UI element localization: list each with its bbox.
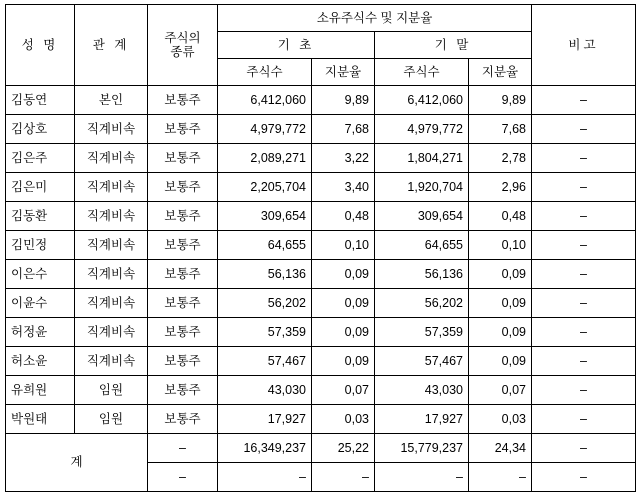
cell-end-shares: 1,920,704 — [375, 173, 469, 202]
cell-name: 김동환 — [6, 202, 75, 231]
cell-stock-type: 보통주 — [148, 144, 218, 173]
cell-note: – — [532, 376, 636, 405]
column-header-period-end: 기 말 — [375, 32, 532, 59]
table-row — [6, 86, 636, 115]
cell-end-ratio: 0,09 — [469, 347, 532, 376]
cell-name: 김상호 — [6, 115, 75, 144]
cell-begin-shares: 43,030 — [218, 376, 312, 405]
cell-relation: 직계비속 — [75, 260, 148, 289]
column-header-relation: 관 계 — [75, 5, 148, 86]
cell-stock-type: 보통주 — [148, 405, 218, 434]
column-header-begin-shares: 주식수 — [218, 59, 312, 86]
cell-end-shares: 1,804,271 — [375, 144, 469, 173]
cell-begin-ratio: 0,09 — [312, 347, 375, 376]
table-body — [6, 86, 636, 492]
cell-name: 김은주 — [6, 144, 75, 173]
cell-relation: 본인 — [75, 86, 148, 115]
cell-stock-type: 보통주 — [148, 347, 218, 376]
cell-name: 박원태 — [6, 405, 75, 434]
cell-end-shares: 6,412,060 — [375, 86, 469, 115]
cell-end-shares: 64,655 — [375, 231, 469, 260]
cell-begin-shares: 57,467 — [218, 347, 312, 376]
cell-end-ratio: 0,09 — [469, 289, 532, 318]
cell-end-shares: 57,359 — [375, 318, 469, 347]
total-note: – — [532, 434, 636, 463]
total-end-shares: 15,779,237 — [375, 434, 469, 463]
cell-relation: 직계비속 — [75, 289, 148, 318]
cell-relation: 직계비속 — [75, 202, 148, 231]
total-end-ratio: 24,34 — [469, 434, 532, 463]
cell-end-ratio: 2,78 — [469, 144, 532, 173]
table-row — [6, 260, 636, 289]
cell-begin-shares: 309,654 — [218, 202, 312, 231]
column-header-end-ratio: 지분율 — [469, 59, 532, 86]
column-header-ownership-group: 소유주식수 및 지분율 — [218, 5, 532, 32]
cell-note: – — [532, 347, 636, 376]
cell-stock-type: 보통주 — [148, 115, 218, 144]
cell-stock-type: 보통주 — [148, 202, 218, 231]
cell-end-shares: 56,136 — [375, 260, 469, 289]
cell-begin-ratio: 0,09 — [312, 260, 375, 289]
cell-end-ratio: 0,03 — [469, 405, 532, 434]
cell-begin-ratio: 0,09 — [312, 318, 375, 347]
table-row — [6, 173, 636, 202]
header-row-1 — [6, 5, 636, 32]
total-row — [6, 434, 636, 463]
shareholder-table — [5, 4, 636, 492]
cell-begin-shares: 17,927 — [218, 405, 312, 434]
cell-note: – — [532, 144, 636, 173]
cell-end-ratio: 0,48 — [469, 202, 532, 231]
cell-end-shares: 17,927 — [375, 405, 469, 434]
cell-end-shares: 56,202 — [375, 289, 469, 318]
cell-note: – — [532, 202, 636, 231]
cell-end-ratio: 9,89 — [469, 86, 532, 115]
cell-relation: 직계비속 — [75, 173, 148, 202]
cell-note: – — [532, 86, 636, 115]
cell-relation: 직계비속 — [75, 347, 148, 376]
cell-relation: 직계비속 — [75, 115, 148, 144]
table-header — [6, 5, 636, 86]
cell-end-ratio: 0,07 — [469, 376, 532, 405]
total-begin-shares: – — [218, 463, 312, 492]
cell-begin-shares: 6,412,060 — [218, 86, 312, 115]
cell-stock-type: 보통주 — [148, 318, 218, 347]
column-header-note: 비고 — [532, 5, 636, 86]
cell-stock-type: 보통주 — [148, 376, 218, 405]
total-stock-type: – — [148, 434, 218, 463]
cell-begin-ratio: 3,22 — [312, 144, 375, 173]
cell-begin-ratio: 3,40 — [312, 173, 375, 202]
total-begin-shares: 16,349,237 — [218, 434, 312, 463]
column-header-period-start: 기 초 — [218, 32, 375, 59]
cell-begin-shares: 56,136 — [218, 260, 312, 289]
cell-end-shares: 43,030 — [375, 376, 469, 405]
cell-relation: 직계비속 — [75, 318, 148, 347]
table-row — [6, 405, 636, 434]
cell-begin-ratio: 0,03 — [312, 405, 375, 434]
table-row — [6, 289, 636, 318]
cell-begin-shares: 4,979,772 — [218, 115, 312, 144]
cell-note: – — [532, 260, 636, 289]
cell-name: 이은수 — [6, 260, 75, 289]
cell-name: 유희원 — [6, 376, 75, 405]
table-row — [6, 144, 636, 173]
stock-type-line-2: 종류 — [170, 45, 195, 59]
total-begin-ratio: – — [312, 463, 375, 492]
cell-relation: 임원 — [75, 376, 148, 405]
cell-note: – — [532, 173, 636, 202]
cell-stock-type: 보통주 — [148, 289, 218, 318]
table-row — [6, 115, 636, 144]
cell-end-ratio: 0,09 — [469, 260, 532, 289]
cell-begin-shares: 56,202 — [218, 289, 312, 318]
column-header-stock-type — [148, 5, 218, 86]
cell-end-ratio: 2,96 — [469, 173, 532, 202]
column-header-begin-ratio: 지분율 — [312, 59, 375, 86]
cell-name: 허소윤 — [6, 347, 75, 376]
cell-begin-ratio: 7,68 — [312, 115, 375, 144]
total-end-shares: – — [375, 463, 469, 492]
cell-note: – — [532, 115, 636, 144]
total-begin-ratio: 25,22 — [312, 434, 375, 463]
stock-type-line-1: 주식의 — [164, 30, 201, 45]
table-row — [6, 376, 636, 405]
cell-begin-ratio: 0,48 — [312, 202, 375, 231]
cell-end-shares: 4,979,772 — [375, 115, 469, 144]
cell-end-shares: 309,654 — [375, 202, 469, 231]
cell-begin-ratio: 0,07 — [312, 376, 375, 405]
column-header-name: 성 명 — [6, 5, 75, 86]
total-end-ratio: – — [469, 463, 532, 492]
cell-begin-ratio: 0,10 — [312, 231, 375, 260]
cell-stock-type: 보통주 — [148, 173, 218, 202]
cell-note: – — [532, 289, 636, 318]
cell-note: – — [532, 231, 636, 260]
cell-note: – — [532, 318, 636, 347]
cell-name: 김동연 — [6, 86, 75, 115]
cell-begin-shares: 64,655 — [218, 231, 312, 260]
total-note: – — [532, 463, 636, 492]
cell-relation: 직계비속 — [75, 144, 148, 173]
cell-end-ratio: 0,10 — [469, 231, 532, 260]
cell-end-shares: 57,467 — [375, 347, 469, 376]
table-row — [6, 231, 636, 260]
total-label-cell: 계 — [6, 434, 148, 492]
cell-begin-shares: 57,359 — [218, 318, 312, 347]
cell-stock-type: 보통주 — [148, 86, 218, 115]
cell-begin-shares: 2,205,704 — [218, 173, 312, 202]
total-stock-type: – — [148, 463, 218, 492]
cell-begin-ratio: 9,89 — [312, 86, 375, 115]
cell-name: 허정윤 — [6, 318, 75, 347]
cell-end-ratio: 7,68 — [469, 115, 532, 144]
cell-begin-shares: 2,089,271 — [218, 144, 312, 173]
cell-relation: 직계비속 — [75, 231, 148, 260]
cell-stock-type: 보통주 — [148, 231, 218, 260]
cell-stock-type: 보통주 — [148, 260, 218, 289]
cell-begin-ratio: 0,09 — [312, 289, 375, 318]
cell-end-ratio: 0,09 — [469, 318, 532, 347]
cell-name: 이윤수 — [6, 289, 75, 318]
table-row — [6, 318, 636, 347]
cell-relation: 임원 — [75, 405, 148, 434]
cell-name: 김은미 — [6, 173, 75, 202]
cell-note: – — [532, 405, 636, 434]
table-row — [6, 347, 636, 376]
cell-name: 김민정 — [6, 231, 75, 260]
table-row — [6, 202, 636, 231]
column-header-end-shares: 주식수 — [375, 59, 469, 86]
